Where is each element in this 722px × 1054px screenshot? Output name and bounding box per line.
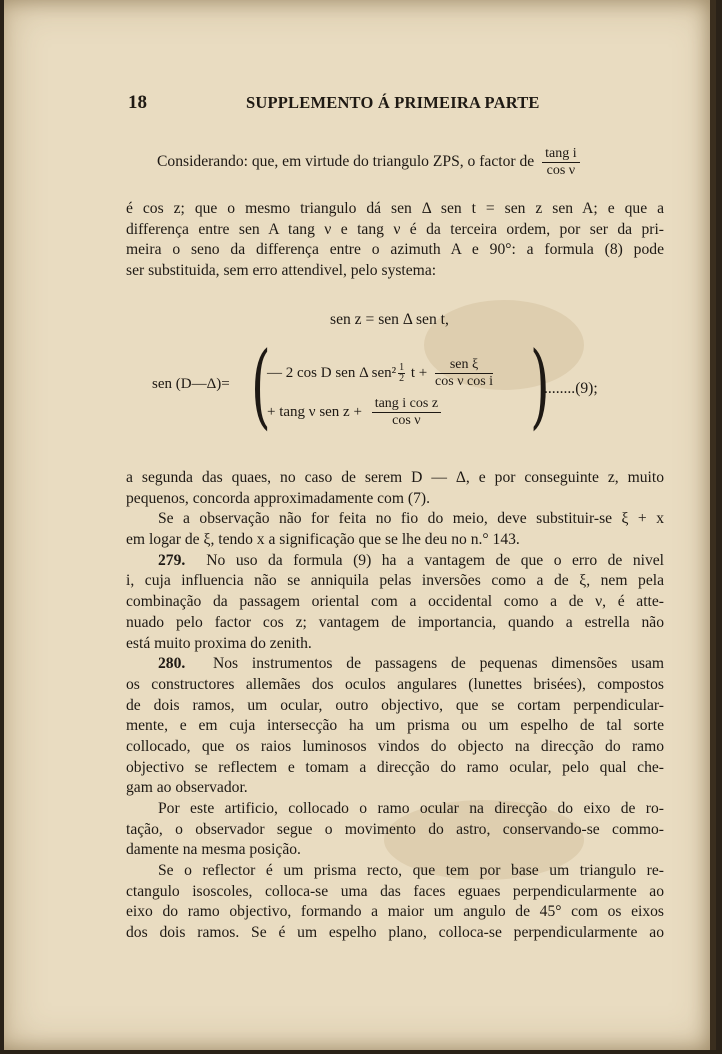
running-title: SUPPLEMENTO Á PRIMEIRA PARTE	[246, 93, 540, 112]
text-line: Nos instrumentos de passagens de pequenas dimensões usam	[212, 655, 664, 673]
text-line: dos dois ramos. Se é um espelho plano, colloca-se perpendicularmente ao	[126, 924, 664, 942]
text-line: No uso da formula (9) ha a vantagem de que o erro de nivel	[206, 551, 665, 569]
running-header	[128, 92, 668, 114]
paragraph-280-first-line	[126, 654, 664, 675]
section-number-280: 280.	[158, 655, 186, 673]
text-line: collocado, que os raios luminosos vindos do objecto na direcção do ramo	[126, 737, 664, 755]
text-line: a segunda das quaes, no caso de serem D — Δ, e por conseguinte z, muito	[126, 469, 664, 486]
paragraph-intro	[126, 199, 664, 282]
paragraph-279-first-line	[126, 551, 664, 572]
equation-label: ........(9);	[544, 380, 598, 397]
text-line: i, cuja influencia não se anniquila pelas inversões como a de ξ, nem pela	[126, 572, 664, 590]
factor-numerator: tang i	[542, 146, 580, 163]
system-row-2	[267, 396, 441, 429]
text-line: Se o reflector é um prisma recto, que tem por base um triangulo re-	[158, 862, 664, 880]
row1-t: t +	[410, 364, 428, 381]
text-line: damente na mesma posição.	[126, 841, 301, 859]
frac1-denominator: cos ν cos i	[435, 374, 494, 389]
fraction-sen-xi	[435, 357, 493, 390]
fraction-tang-i	[372, 396, 441, 429]
frac2-numerator: tang i cos z	[372, 396, 441, 413]
factor-fraction	[542, 146, 580, 179]
text-line: differença entre sen A tang ν e tang ν é da terceira ordem, por ser da pri-	[126, 220, 664, 238]
system-row-1	[267, 357, 493, 390]
text-line: meira o seno da differença entre o azimuth A e 90°: a formula (8) pode	[126, 241, 664, 259]
text-line: eixo do ramo objectivo, formando a maior um angulo de 45° com os eixos	[126, 903, 664, 921]
right-brace: )	[530, 332, 550, 439]
equation-sen-z: sen z = sen Δ sen t,	[330, 311, 449, 328]
text-line: nuado pelo factor cos z; vantagem de importancia, quando a estrella não	[126, 613, 664, 631]
half-numerator: 1	[399, 362, 405, 373]
text-line: objectivo se reflectem e tomam a direcção do ramo ocular, pelo qual che-	[126, 758, 664, 776]
text-line: gam ao observador.	[126, 779, 248, 797]
half-denominator: 2	[399, 373, 405, 384]
text-line: está muito proxima do zenith.	[126, 634, 312, 652]
row1-term: — 2 cos D sen Δ sen²	[267, 364, 397, 381]
text-line: em logar de ξ, tendo x a significação que se lhe deu no n.° 143.	[126, 531, 520, 549]
book-page	[4, 0, 716, 1050]
text-line: combinação da passagem oriental com a occidental como a de ν, é atte-	[126, 593, 664, 611]
frac2-denominator: cos ν	[392, 413, 421, 428]
intro-text: Considerando: que, em virtude do triangulo ZPS, o factor de	[157, 153, 535, 171]
text-line: pequenos, concorda approximadamente com (7).	[126, 489, 430, 507]
page-number: 18	[128, 92, 147, 113]
text-line: os constructores allemães dos oculos angulares (lunettes brisées), compostos	[126, 675, 664, 693]
left-brace: (	[251, 332, 271, 439]
body-text	[126, 468, 664, 944]
frac1-numerator: sen ξ	[435, 357, 493, 374]
text-line: mente, e em cuja intersecção ha um prisma ou um espelho de tal sorte	[126, 717, 664, 735]
text-line: ctangulo isoscoles, colloca-se uma das faces eguaes perpendicularmente ao	[126, 882, 664, 900]
text-line: ser substituida, sem erro attendivel, pelo systema:	[126, 262, 437, 280]
text-line: é cos z; que o mesmo triangulo dá sen Δ sen t = sen z sen A; e que a	[126, 200, 664, 217]
text-line: Por este artificio, collocado o ramo ocular na direcção do eixo de ro-	[158, 800, 664, 817]
factor-denominator: cos ν	[546, 163, 576, 178]
text-line: Se a observação não for feita no fio do meio, deve substituir-se ξ + x	[158, 510, 664, 528]
text-line: de dois ramos, um ocular, outro objectivo, que se cortam perpendicular-	[126, 696, 664, 714]
section-number-279: 279.	[158, 551, 186, 569]
half-fraction	[398, 363, 405, 384]
equation-lhs: sen (D—Δ)=	[152, 376, 230, 392]
row2-term: + tang ν sen z +	[267, 403, 362, 420]
intro-line	[157, 146, 580, 179]
text-line: tação, o observador segue o movimento do astro, conservando-se commo-	[126, 820, 664, 838]
